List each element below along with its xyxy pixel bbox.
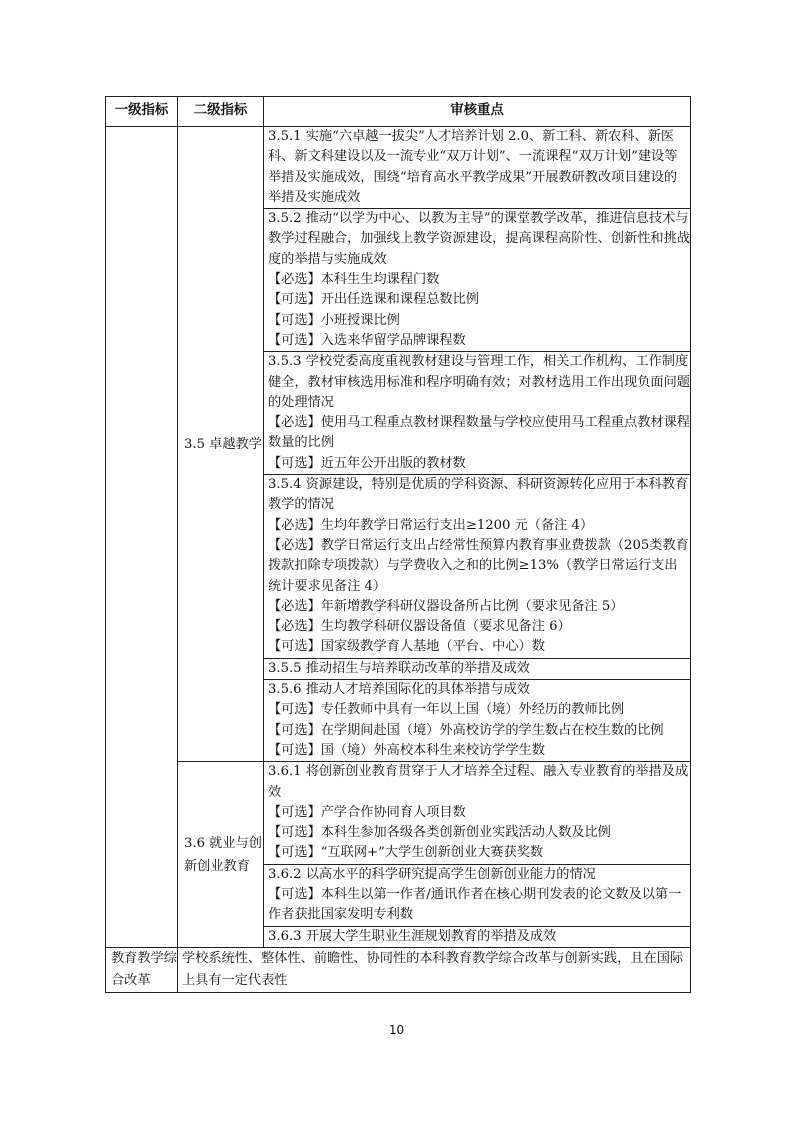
indicator-option: 【可选】在学期间赴国（境）外高校访学的学生数占在校生数的比例 [268,722,664,738]
page-number: 10 [388,1023,405,1037]
focus-main-text: 3.5.5 推动招生与培养联动改革的举措及成效 [268,660,530,676]
focus-main-text: 3.5.1 实施“六卓越一拔尖”人才培养计划 2.0、新工科、新农科、新医科、新文科建设以及一流专业“双万计划”、一流课程“双万计划”建设等举措及实施成效，围绕“培育高水平教学成果”开展教研教改项目建设的举措及实施成效 [268,129,678,205]
indicator-option: 【必选】教学日常运行支出占经常性预算内教育事业费拨款（205类教育拨款扣除专项拨款）与学费收入之和的比例≥13%（教学日常运行支出统计要求见备注 4） [268,537,689,594]
review-focus-cell [264,209,691,352]
focus-main-text: 3.6.2 以高水平的科学研究提高学生创新创业能力的情况 [268,866,596,882]
indicator-option: 【必选】生均教学科研仪器设备值（要求见备注 6） [268,619,571,635]
indicator-option: 【可选】开出任选课和课程总数比例 [268,292,479,308]
review-focus-cell [264,680,691,762]
table-header-row [106,97,691,127]
indicator-option: 【可选】入选来华留学品牌课程数 [268,332,466,348]
header-level1: 一级指标 [106,97,178,127]
indicator-option: 【可选】专任教师中具有一年以上国（境）外经历的教师比例 [268,702,625,718]
focus-main-text: 3.5.3 学校党委高度重视教材建设与管理工作，相关工作机构、工作制度健全，教材审核选用标准和程序明确有效；对教材选用工作出现负面问题的处理情况 [268,354,690,410]
review-focus-cell [264,352,691,475]
indicator-option: 【必选】本科生生均课程门数 [268,272,440,288]
review-focus-cell [264,864,691,926]
header-review-focus: 审核重点 [264,97,691,127]
review-focus-cell [264,658,691,679]
review-table [105,96,691,993]
table-row [106,762,691,864]
focus-main-text: 3.5.4 资源建设，特别是优质的学科资源、科研资源转化应用于本科教育教学的情况 [268,477,689,513]
level2-cell: 3.6 就业与创新创业教育 [178,762,264,948]
focus-main-text: 3.6.3 开展大学生职业生涯规划教育的举措及成效 [268,928,557,944]
focus-main-text: 3.5.6 推动人才培养国际化的具体举措与成效 [268,682,530,698]
focus-main-text: 3.5.2 推动“以学为中心、以教为主导”的课堂教学改革，推进信息技术与教学过程融合，加强线上教学资源建设，提高课程高阶性、创新性和挑战度的举措与实施成效 [268,211,690,267]
reform-level1-cell: 教育教学综合改革 [106,947,178,992]
level1-cell-empty [106,127,178,948]
reform-text-cell: 学校系统性、整体性、前瞻性、协同性的本科教育教学综合改革与创新实践，且在国际上具有一定代表性 [178,947,691,992]
indicator-option: 【可选】小班授课比例 [268,312,400,328]
indicator-option: 【可选】本科生以第一作者/通讯作者在核心期刊发表的论文数及以第一作者获批国家发明专利数 [268,886,682,923]
indicator-option: 【必选】使用马工程重点教材课程数量与学校应使用马工程重点教材课程数量的比例 [268,415,690,451]
indicator-option: 【可选】“互联网+”大学生创新创业大赛获奖数 [268,845,544,861]
indicator-option: 【可选】近五年公开出版的教材数 [268,455,466,471]
reform-row [106,947,691,992]
table-row [106,127,691,209]
indicator-option: 【必选】年新增教学科研仪器设备所占比例（要求见备注 5） [268,598,624,614]
indicator-option: 【可选】国家级教学育人基地（平台、中心）数 [268,639,545,655]
review-focus-cell [264,475,691,659]
review-focus-cell [264,127,691,209]
header-level2: 二级指标 [178,97,264,127]
indicator-option: 【可选】国（境）外高校本科生来校访学学生数 [268,742,545,758]
indicator-option: 【必选】生均年教学日常运行支出≥1200 元（备注 4） [268,517,594,533]
level2-cell: 3.5 卓越教学 [178,127,264,762]
indicator-option: 【可选】本科生参加各级各类创新创业实践活动人数及比例 [268,825,611,841]
review-focus-cell [264,926,691,947]
focus-main-text: 3.6.1 将创新创业教育贯穿于人才培养全过程、融入专业教育的举措及成效 [268,764,689,800]
review-focus-cell [264,762,691,864]
indicator-option: 【可选】产学合作协同育人项目数 [268,804,466,820]
